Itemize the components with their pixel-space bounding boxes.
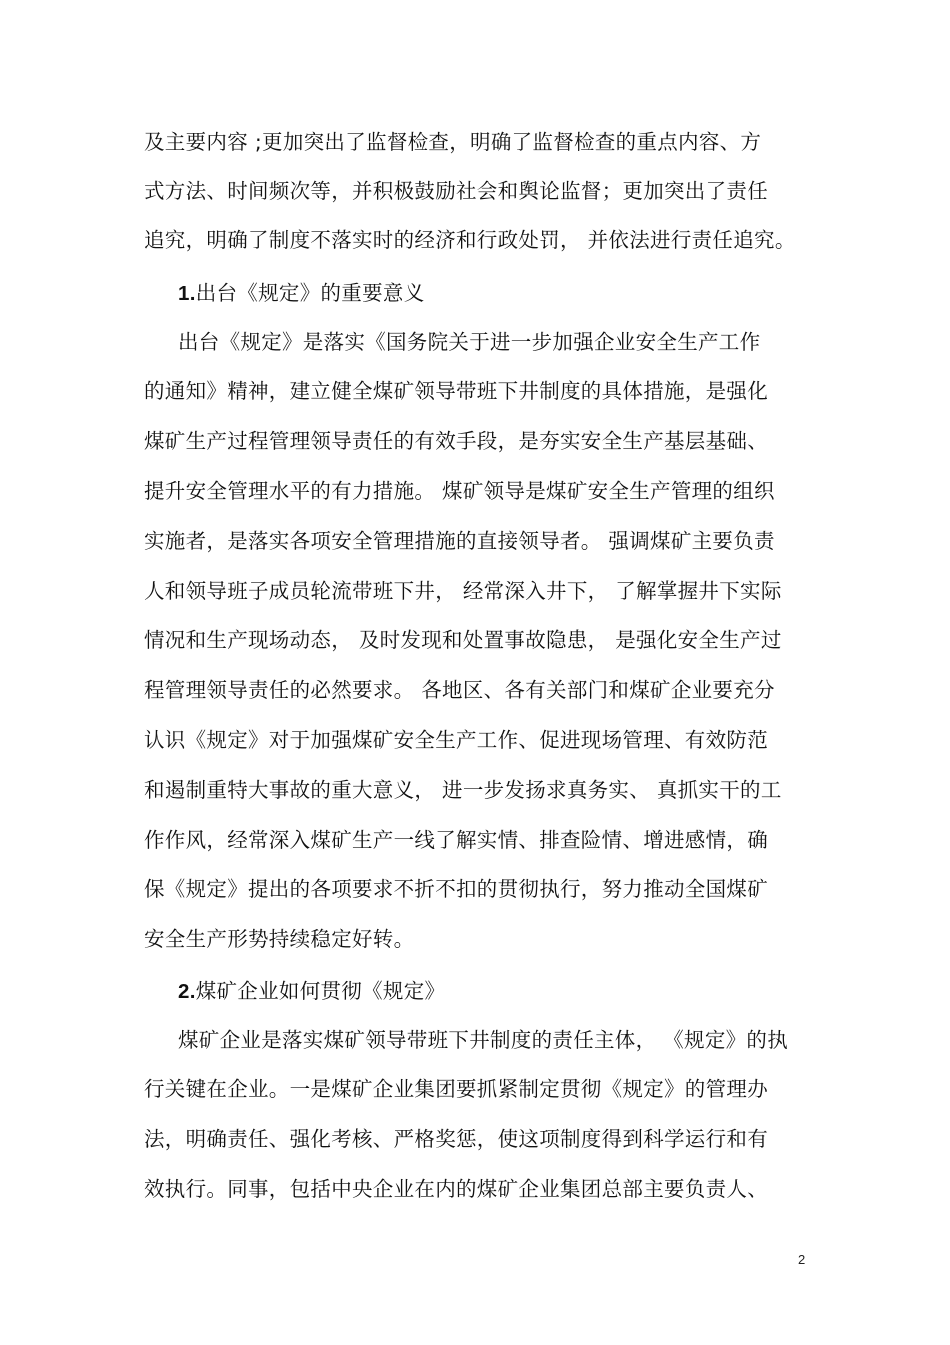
paragraph-first-line: 煤矿企业是落实煤矿领导带班下井制度的责任主体， 《规定》的执 [178, 1028, 789, 1052]
paragraph-first-line: 出台《规定》是落实《国务院关于进一步加强企业安全生产工作 [178, 330, 761, 354]
body-text-line: 实施者，是落实各项安全管理措施的直接领导者。 强调煤矿主要负责 [144, 529, 775, 553]
section-title: 出台《规定》的重要意义 [195, 281, 425, 305]
body-text-line: 情况和生产现场动态， 及时发现和处置事故隐患， 是强化安全生产过 [144, 628, 782, 652]
section-heading-1 [178, 280, 425, 307]
body-text-line: 作作风，经常深入煤矿生产一线了解实情、排查险情、增进感情，确 [144, 828, 768, 852]
section-number: 1. [178, 282, 196, 305]
body-text-line: 行关键在企业。一是煤矿企业集团要抓紧制定贯彻《规定》的管理办 [144, 1077, 768, 1101]
body-text-line: 煤矿生产过程管理领导责任的有效手段，是夯实安全生产基层基础、 [144, 429, 768, 453]
body-text-line: 追究，明确了制度不落实时的经济和行政处罚， 并依法进行责任追究。 [144, 228, 796, 252]
section-number: 2. [178, 980, 196, 1003]
body-text-line: 式方法、时间频次等，并积极鼓励社会和舆论监督；更加突出了责任 [144, 179, 768, 203]
page-number: 2 [798, 1252, 806, 1267]
body-text-line: 程管理领导责任的必然要求。 各地区、各有关部门和煤矿企业要充分 [144, 678, 775, 702]
body-text-line: 法，明确责任、强化考核、严格奖惩，使这项制度得到科学运行和有 [144, 1127, 768, 1151]
body-text-line: 的通知》精神，建立健全煤矿领导带班下井制度的具体措施，是强化 [144, 379, 768, 403]
body-text-line: 保《规定》提出的各项要求不折不扣的贯彻执行，努力推动全国煤矿 [144, 877, 768, 901]
body-text-line: 安全生产形势持续稳定好转。 [144, 927, 415, 951]
body-text-line: 效执行。同事，包括中央企业在内的煤矿企业集团总部主要负责人、 [144, 1177, 768, 1201]
body-text-line: 人和领导班子成员轮流带班下井， 经常深入井下， 了解掌握井下实际 [144, 579, 782, 603]
body-text-line: 及主要内容 ;更加突出了监督检查，明确了监督检查的重点内容、方 [144, 130, 762, 154]
body-text-line: 提升安全管理水平的有力措施。 煤矿领导是煤矿安全生产管理的组织 [144, 479, 775, 503]
section-heading-2 [178, 978, 445, 1005]
body-text-line: 认识《规定》对于加强煤矿安全生产工作、促进现场管理、有效防范 [144, 728, 768, 752]
body-text-line: 和遏制重特大事故的重大意义， 进一步发扬求真务实、 真抓实干的工 [144, 778, 782, 802]
section-title: 煤矿企业如何贯彻《规定》 [195, 979, 446, 1003]
